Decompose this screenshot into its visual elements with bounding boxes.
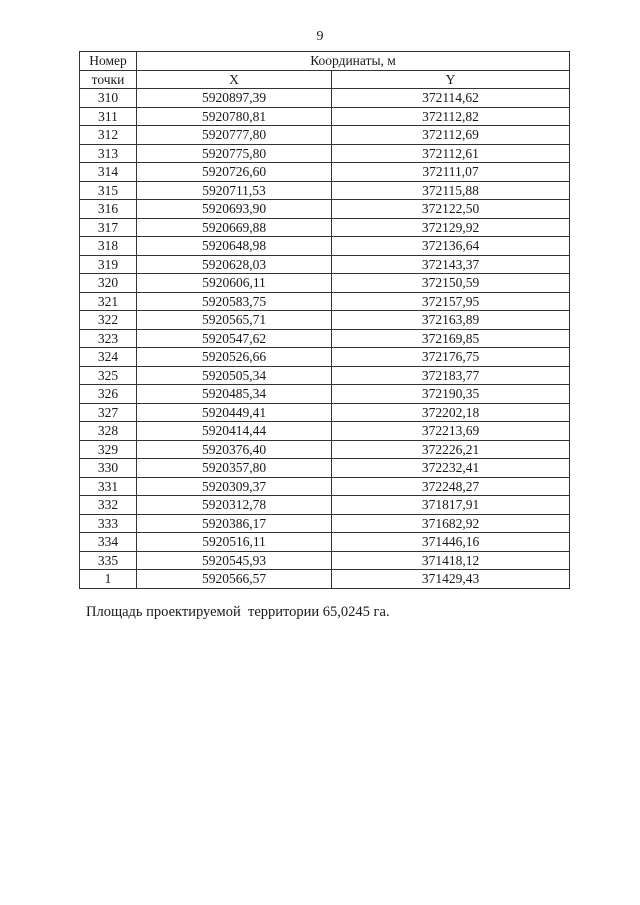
x-coordinate-cell: 5920516,11 <box>137 533 332 552</box>
table-row <box>80 496 570 515</box>
table-row <box>80 107 570 126</box>
y-coordinate-cell: 371817,91 <box>332 496 570 515</box>
table-row <box>80 255 570 274</box>
y-coordinate-cell: 372111,07 <box>332 163 570 182</box>
table-row <box>80 422 570 441</box>
point-number-cell: 326 <box>80 385 137 404</box>
x-coordinate-cell: 5920780,81 <box>137 107 332 126</box>
y-coordinate-cell: 372115,88 <box>332 181 570 200</box>
point-number-cell: 1 <box>80 570 137 589</box>
table-row <box>80 385 570 404</box>
table-row <box>80 348 570 367</box>
table-row <box>80 181 570 200</box>
x-coordinate-cell: 5920386,17 <box>137 514 332 533</box>
y-coordinate-cell: 372114,62 <box>332 89 570 108</box>
table-row <box>80 459 570 478</box>
y-coordinate-cell: 371682,92 <box>332 514 570 533</box>
x-coordinate-cell: 5920505,34 <box>137 366 332 385</box>
table-row <box>80 292 570 311</box>
y-column-header: Y <box>332 70 570 89</box>
point-number-cell: 313 <box>80 144 137 163</box>
point-number-cell: 314 <box>80 163 137 182</box>
point-number-cell: 325 <box>80 366 137 385</box>
point-number-cell: 311 <box>80 107 137 126</box>
x-coordinate-cell: 5920583,75 <box>137 292 332 311</box>
point-number-cell: 323 <box>80 329 137 348</box>
y-coordinate-cell: 371418,12 <box>332 551 570 570</box>
table-row <box>80 477 570 496</box>
y-coordinate-cell: 372150,59 <box>332 274 570 293</box>
table-row <box>80 218 570 237</box>
point-number-cell: 310 <box>80 89 137 108</box>
x-coordinate-cell: 5920606,11 <box>137 274 332 293</box>
x-coordinate-cell: 5920312,78 <box>137 496 332 515</box>
y-coordinate-cell: 372202,18 <box>332 403 570 422</box>
y-coordinate-cell: 372112,69 <box>332 126 570 145</box>
y-coordinate-cell: 371429,43 <box>332 570 570 589</box>
table-row <box>80 274 570 293</box>
point-number-cell: 331 <box>80 477 137 496</box>
y-coordinate-cell: 372232,41 <box>332 459 570 478</box>
table-row <box>80 329 570 348</box>
point-number-cell: 315 <box>80 181 137 200</box>
area-statement: Площадь проектируемой территории 65,0245 га. <box>86 604 390 620</box>
y-coordinate-cell: 372122,50 <box>332 200 570 219</box>
page-number: 9 <box>316 29 324 44</box>
table-header-row-2 <box>80 70 570 89</box>
table-row <box>80 89 570 108</box>
y-coordinate-cell: 372129,92 <box>332 218 570 237</box>
table-row <box>80 163 570 182</box>
x-coordinate-cell: 5920711,53 <box>137 181 332 200</box>
point-number-cell: 327 <box>80 403 137 422</box>
x-coordinate-cell: 5920777,80 <box>137 126 332 145</box>
x-coordinate-cell: 5920376,40 <box>137 440 332 459</box>
table-row <box>80 440 570 459</box>
point-number-cell: 321 <box>80 292 137 311</box>
point-number-cell: 330 <box>80 459 137 478</box>
y-coordinate-cell: 372169,85 <box>332 329 570 348</box>
table-row <box>80 551 570 570</box>
y-coordinate-cell: 372183,77 <box>332 366 570 385</box>
y-coordinate-cell: 372157,95 <box>332 292 570 311</box>
y-coordinate-cell: 372143,37 <box>332 255 570 274</box>
point-number-cell: 317 <box>80 218 137 237</box>
number-header-bottom: точки <box>80 70 137 89</box>
x-column-header: X <box>137 70 332 89</box>
coordinates-table <box>79 51 570 589</box>
table-row <box>80 126 570 145</box>
y-coordinate-cell: 372213,69 <box>332 422 570 441</box>
table-body <box>80 89 570 589</box>
x-coordinate-cell: 5920775,80 <box>137 144 332 163</box>
table-row <box>80 570 570 589</box>
x-coordinate-cell: 5920648,98 <box>137 237 332 256</box>
x-coordinate-cell: 5920309,37 <box>137 477 332 496</box>
number-header-top: Номер <box>80 52 137 71</box>
point-number-cell: 320 <box>80 274 137 293</box>
point-number-cell: 322 <box>80 311 137 330</box>
table-row <box>80 403 570 422</box>
x-coordinate-cell: 5920566,57 <box>137 570 332 589</box>
point-number-cell: 312 <box>80 126 137 145</box>
point-number-cell: 319 <box>80 255 137 274</box>
point-number-cell: 333 <box>80 514 137 533</box>
point-number-cell: 334 <box>80 533 137 552</box>
x-coordinate-cell: 5920526,66 <box>137 348 332 367</box>
x-coordinate-cell: 5920669,88 <box>137 218 332 237</box>
x-coordinate-cell: 5920726,60 <box>137 163 332 182</box>
point-number-cell: 329 <box>80 440 137 459</box>
y-coordinate-cell: 371446,16 <box>332 533 570 552</box>
x-coordinate-cell: 5920628,03 <box>137 255 332 274</box>
point-number-cell: 316 <box>80 200 137 219</box>
x-coordinate-cell: 5920449,41 <box>137 403 332 422</box>
table-row <box>80 311 570 330</box>
x-coordinate-cell: 5920897,39 <box>137 89 332 108</box>
y-coordinate-cell: 372248,27 <box>332 477 570 496</box>
x-coordinate-cell: 5920547,62 <box>137 329 332 348</box>
y-coordinate-cell: 372163,89 <box>332 311 570 330</box>
table-header-row-1 <box>80 52 570 71</box>
y-coordinate-cell: 372112,82 <box>332 107 570 126</box>
point-number-cell: 335 <box>80 551 137 570</box>
table-row <box>80 200 570 219</box>
y-coordinate-cell: 372112,61 <box>332 144 570 163</box>
point-number-cell: 324 <box>80 348 137 367</box>
x-coordinate-cell: 5920485,34 <box>137 385 332 404</box>
y-coordinate-cell: 372176,75 <box>332 348 570 367</box>
x-coordinate-cell: 5920693,90 <box>137 200 332 219</box>
point-number-cell: 332 <box>80 496 137 515</box>
x-coordinate-cell: 5920545,93 <box>137 551 332 570</box>
y-coordinate-cell: 372226,21 <box>332 440 570 459</box>
y-coordinate-cell: 372136,64 <box>332 237 570 256</box>
table-row <box>80 533 570 552</box>
table-row <box>80 514 570 533</box>
table-row <box>80 144 570 163</box>
coordinates-header: Координаты, м <box>137 52 570 71</box>
x-coordinate-cell: 5920565,71 <box>137 311 332 330</box>
x-coordinate-cell: 5920357,80 <box>137 459 332 478</box>
table-row <box>80 366 570 385</box>
table-row <box>80 237 570 256</box>
point-number-cell: 328 <box>80 422 137 441</box>
point-number-cell: 318 <box>80 237 137 256</box>
y-coordinate-cell: 372190,35 <box>332 385 570 404</box>
x-coordinate-cell: 5920414,44 <box>137 422 332 441</box>
